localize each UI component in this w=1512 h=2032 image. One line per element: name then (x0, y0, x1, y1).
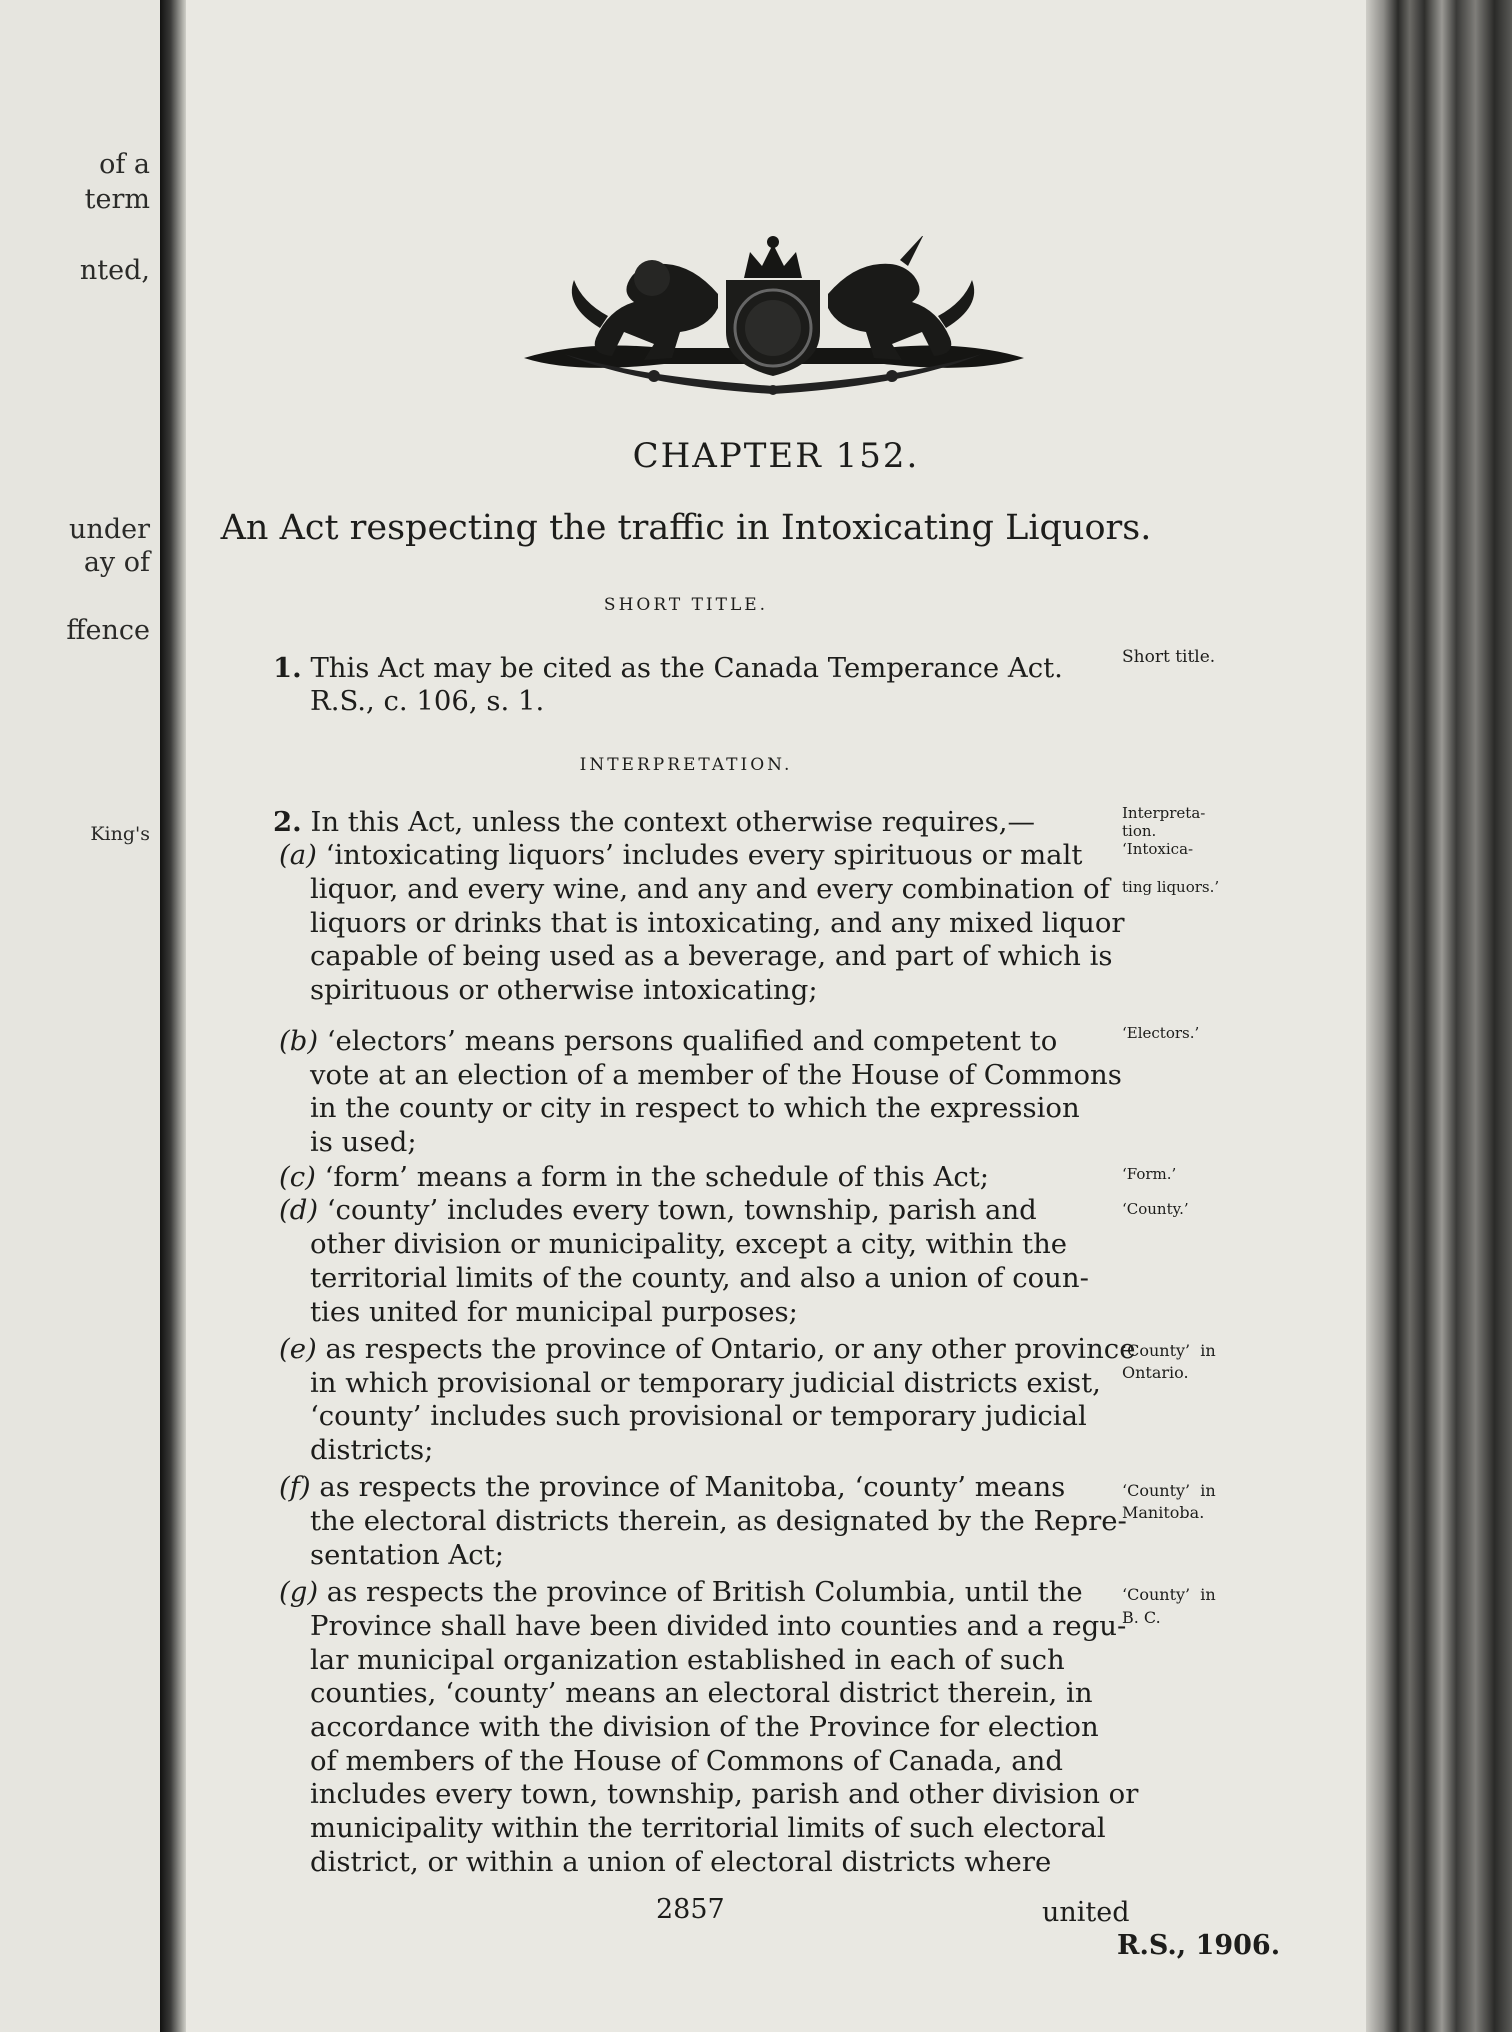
clause-letter: (f) (279, 1471, 311, 1503)
body-line-text: ‘county’ includes such provisional or temporary judicial (310, 1400, 1087, 1432)
left-page-fragment: ffence (66, 615, 150, 646)
margin-note: Ontario. (1122, 1363, 1189, 1382)
body-line (310, 1711, 1099, 1743)
body-line (279, 1471, 1066, 1503)
section-heading-short-title: SHORT TITLE. (603, 595, 769, 615)
body-line-text: is used; (310, 1126, 417, 1158)
body-line (310, 1745, 1063, 1777)
body-line (310, 1434, 434, 1466)
body-line (310, 1296, 798, 1328)
margin-note: ting liquors.’ (1122, 878, 1220, 896)
body-line (310, 1228, 1068, 1260)
body-line (310, 1092, 1080, 1124)
body-line (279, 1194, 1037, 1226)
clause-letter: (c) (279, 1161, 316, 1193)
body-line-text: of members of the House of Commons of Canada, and (310, 1745, 1063, 1777)
margin-note: Interpreta- (1122, 804, 1206, 822)
body-line (310, 1610, 1127, 1642)
body-line-text: Province shall have been divided into counties and a regu- (310, 1610, 1127, 1642)
page-number: 2857 (656, 1894, 725, 1925)
margin-note: ‘County’ in (1122, 1481, 1216, 1500)
body-line-text: municipality within the territorial limits of such electoral (310, 1812, 1106, 1844)
body-line (310, 1367, 1101, 1399)
body-line (310, 907, 1125, 939)
body-line (310, 1262, 1089, 1294)
clause-letter: (d) (279, 1194, 319, 1226)
book-gutter (160, 0, 186, 2032)
clause-letter: (g) (279, 1576, 319, 1608)
clause-letter: (e) (279, 1333, 317, 1365)
margin-note: B. C. (1122, 1608, 1161, 1627)
body-line (273, 652, 1063, 684)
body-line-text: liquors or drinks that is intoxicating, and any mixed liquor (310, 907, 1125, 939)
body-line (310, 685, 545, 717)
margin-note: tion. (1122, 822, 1157, 840)
body-line (310, 1846, 1052, 1878)
royal-coat-of-arms-icon (504, 236, 1042, 396)
body-line-text: in the county or city in respect to which the expression (310, 1092, 1080, 1124)
margin-note: ‘County’ in (1122, 1341, 1216, 1360)
margin-note: Short title. (1122, 647, 1216, 667)
body-line (279, 1025, 1058, 1057)
body-line (310, 1778, 1139, 1810)
body-line-text: liquor, and every wine, and any and every combination of (310, 873, 1110, 905)
body-line-text: lar municipal organization established in each of such (310, 1644, 1065, 1676)
body-line-text: ‘intoxicating liquors’ includes every spirituous or malt (316, 839, 1083, 871)
body-line-text: vote at an election of a member of the House of Commons (310, 1059, 1122, 1091)
body-line-text: counties, ‘county’ means an electoral district therein, in (310, 1677, 1093, 1709)
chapter-heading: CHAPTER 152. (632, 436, 920, 476)
body-line-text: ‘county’ includes every town, township, parish and (318, 1194, 1037, 1226)
body-line (310, 1059, 1122, 1091)
body-line-text: includes every town, township, parish and other division or (310, 1778, 1139, 1810)
body-line (310, 1505, 1127, 1537)
revised-statutes-footer: R.S., 1906. (1117, 1930, 1281, 1961)
body-line-text: territorial limits of the county, and also a union of coun- (310, 1262, 1089, 1294)
body-line-text: accordance with the division of the Province for election (310, 1711, 1099, 1743)
left-page-fragment: ay of (83, 547, 150, 578)
catchword: united (1042, 1897, 1130, 1928)
margin-note: ‘Form.’ (1122, 1165, 1177, 1183)
left-page-fragment: of a (99, 149, 150, 180)
body-line (310, 1400, 1087, 1432)
body-line-text: as respects the province of Ontario, or any other province (316, 1333, 1136, 1365)
body-line (310, 873, 1110, 905)
body-line-text: as respects the province of Manitoba, ‘county’ means (310, 1471, 1066, 1503)
body-line (310, 940, 1113, 972)
margin-note: ‘County.’ (1122, 1200, 1189, 1218)
document-page (186, 0, 1366, 2032)
body-line (273, 806, 1036, 838)
left-facing-page (0, 0, 160, 2032)
left-page-fragment: under (69, 514, 150, 545)
clause-letter: (a) (279, 839, 317, 871)
left-page-fragment: King's (90, 823, 150, 845)
left-page-fragment: term (84, 184, 150, 215)
left-page-fragment: nted, (79, 255, 150, 286)
margin-note: ‘County’ in (1122, 1585, 1216, 1604)
body-line-text: district, or within a union of electoral districts where (310, 1846, 1052, 1878)
act-title: An Act respecting the traffic in Intoxicating Liquors. (220, 508, 1152, 548)
book-page-edges (1366, 0, 1512, 2032)
body-line (310, 1126, 417, 1158)
body-line-text: In this Act, unless the context otherwise requires,— (301, 806, 1036, 838)
body-line (279, 1576, 1083, 1608)
body-line (310, 1677, 1093, 1709)
body-line (279, 1333, 1136, 1365)
body-line (279, 839, 1083, 871)
body-line (310, 1644, 1065, 1676)
body-line (310, 1539, 504, 1571)
body-line-text: This Act may be cited as the Canada Temperance Act. (301, 652, 1063, 684)
section-number: 2. (273, 806, 302, 838)
body-line-text: capable of being used as a beverage, and part of which is (310, 940, 1113, 972)
body-line-text: as respects the province of British Columbia, until the (318, 1576, 1083, 1608)
body-line-text: other division or municipality, except a city, within the (310, 1228, 1068, 1260)
body-line-text: ties united for municipal purposes; (310, 1296, 798, 1328)
body-line-text: R.S., c. 106, s. 1. (310, 685, 545, 717)
body-line-text: ‘electors’ means persons qualified and competent to (318, 1025, 1058, 1057)
body-line-text: sentation Act; (310, 1539, 504, 1571)
margin-note: Manitoba. (1122, 1503, 1205, 1522)
section-heading-interpretation: INTERPRETATION. (579, 755, 793, 775)
body-line-text: districts; (310, 1434, 434, 1466)
body-line-text: the electoral districts therein, as designated by the Repre- (310, 1505, 1127, 1537)
body-line (310, 974, 818, 1006)
margin-note: ‘Electors.’ (1122, 1024, 1200, 1042)
body-line-text: in which provisional or temporary judicial districts exist, (310, 1367, 1101, 1399)
body-line-text: ‘form’ means a form in the schedule of this Act; (315, 1161, 990, 1193)
clause-letter: (b) (279, 1025, 319, 1057)
body-line (279, 1161, 990, 1193)
section-number: 1. (273, 652, 302, 684)
body-line (310, 1812, 1106, 1844)
margin-note: ‘Intoxica- (1122, 840, 1194, 858)
body-line-text: spirituous or otherwise intoxicating; (310, 974, 818, 1006)
